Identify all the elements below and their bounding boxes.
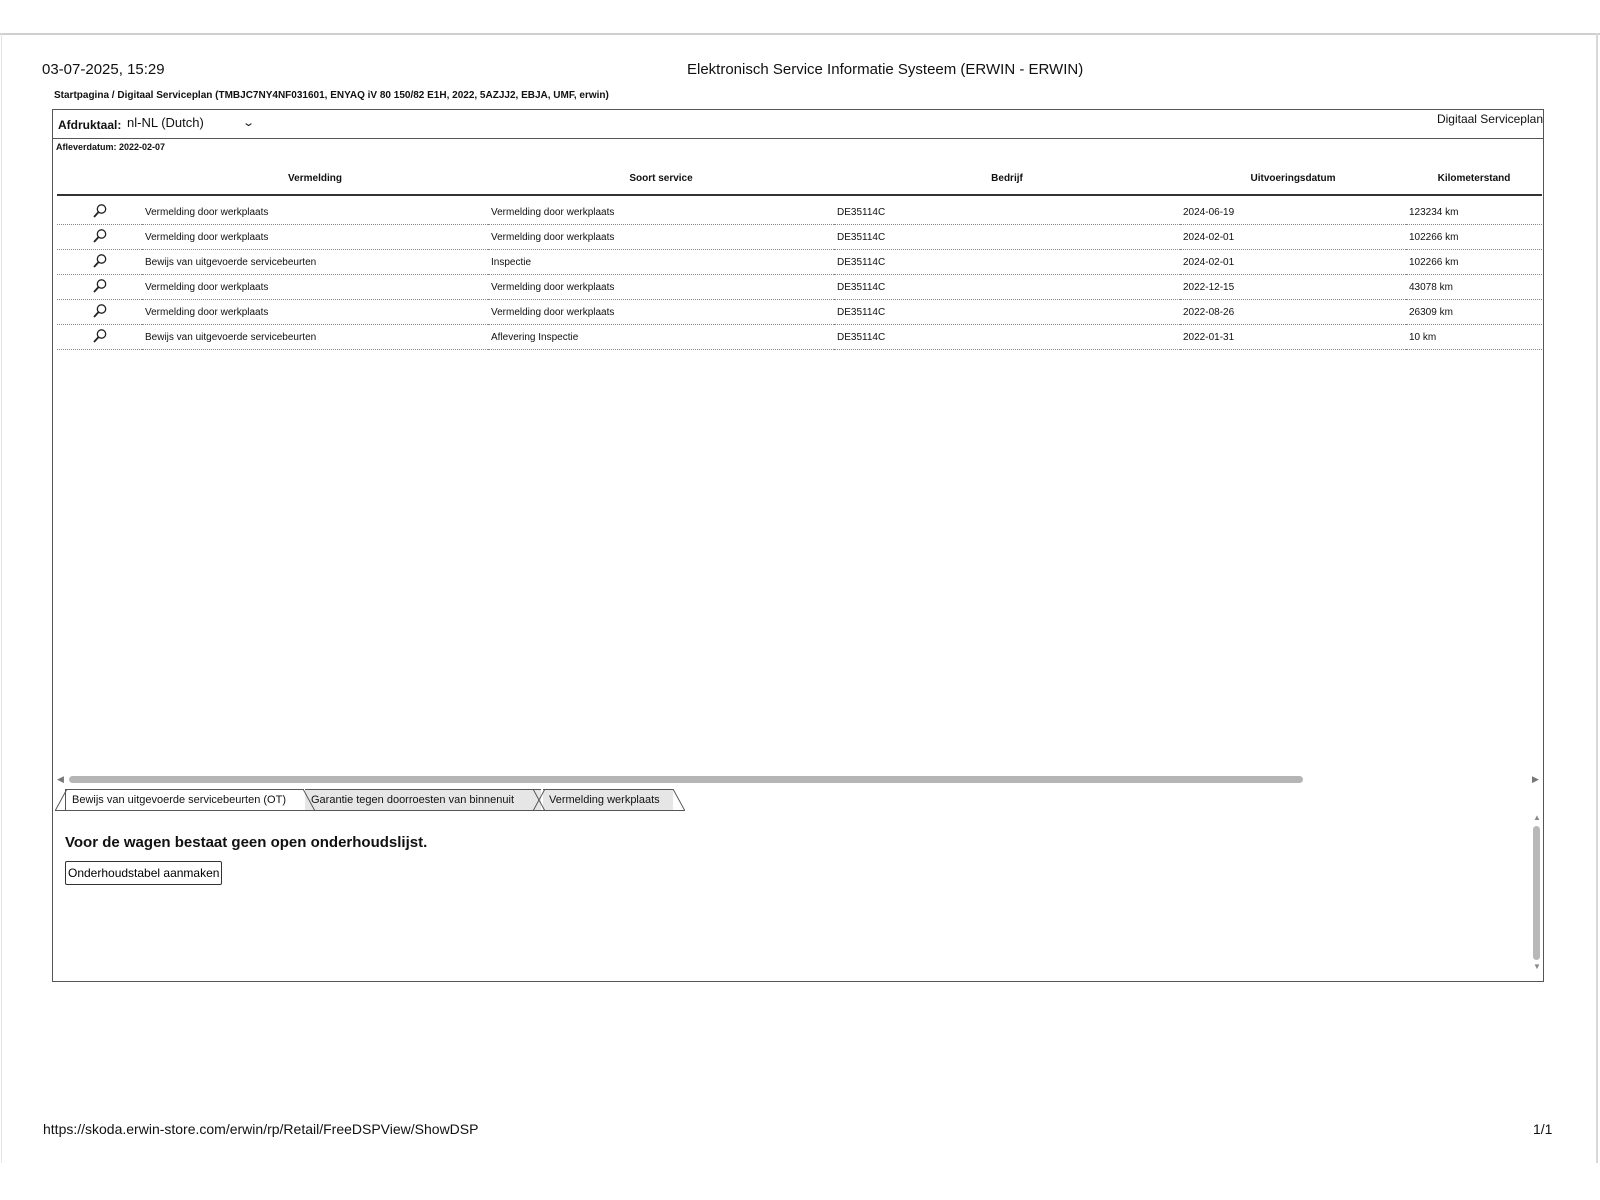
column-header-vermelding[interactable]: Vermelding [142, 162, 488, 195]
delivery-date: Afleverdatum: 2022-02-07 [56, 142, 166, 152]
magnifier-icon[interactable] [92, 253, 108, 269]
row-detail-cell[interactable] [57, 325, 142, 350]
magnifier-icon[interactable] [92, 228, 108, 244]
cell-soort-service: Vermelding door werkplaats [488, 275, 834, 300]
tab-workshop-entry[interactable] [543, 789, 673, 811]
row-detail-cell[interactable] [57, 250, 142, 275]
language-label: Afdruktaal: [58, 118, 122, 132]
magnifier-icon[interactable] [92, 303, 108, 319]
cell-soort-service: Inspectie [488, 250, 834, 275]
language-select-value: nl-NL (Dutch) [127, 115, 204, 130]
cell-kilometerstand: 123234 km [1406, 195, 1542, 225]
cell-vermelding: Vermelding door werkplaats [142, 275, 488, 300]
row-detail-cell[interactable] [57, 225, 142, 250]
chevron-down-icon: ⌄ [241, 117, 255, 129]
tab-baseline [55, 810, 685, 811]
tab-edge [533, 789, 545, 811]
tab-corrosion-warranty[interactable] [305, 789, 541, 811]
service-records-table [57, 162, 1542, 350]
scroll-right-arrow[interactable]: ▶ [1532, 774, 1539, 784]
table-row[interactable] [57, 300, 1542, 325]
cell-vermelding: Vermelding door werkplaats [142, 225, 488, 250]
tab-edge [303, 789, 315, 811]
table-row[interactable] [57, 225, 1542, 250]
cell-bedrijf: DE35114C [834, 225, 1180, 250]
print-title: Elektronisch Service Informatie Systeem (ERWIN - ERWIN) [687, 61, 1084, 78]
vertical-scrollbar[interactable] [1533, 826, 1540, 960]
row-detail-cell[interactable] [57, 195, 142, 225]
cell-bedrijf: DE35114C [834, 325, 1180, 350]
tab-edge [55, 789, 67, 811]
cell-soort-service: Aflevering Inspectie [488, 325, 834, 350]
frame-header [53, 110, 1543, 139]
table-row[interactable] [57, 250, 1542, 275]
cell-uitvoeringsdatum: 2022-12-15 [1180, 275, 1406, 300]
horizontal-scrollbar[interactable] [69, 776, 1303, 783]
no-maintenance-list-message: Voor de wagen bestaat geen open onderhoudslijst. [65, 834, 428, 851]
tab-label: Bewijs van uitgevoerde servicebeurten (OT) [72, 794, 286, 806]
table-header-row [57, 162, 1542, 195]
tab-edge [673, 789, 685, 811]
service-plan-frame [52, 109, 1544, 982]
scan-edge-top [0, 33, 1600, 35]
tab-proof-of-service[interactable] [65, 789, 304, 811]
cell-uitvoeringsdatum: 2024-02-01 [1180, 250, 1406, 275]
cell-uitvoeringsdatum: 2022-01-31 [1180, 325, 1406, 350]
frame-title: Digitaal Serviceplan [1436, 112, 1543, 126]
column-header-kilometerstand[interactable]: Kilometerstand [1406, 162, 1542, 195]
scan-edge-left [1, 33, 2, 1163]
language-select[interactable] [127, 115, 253, 130]
cell-vermelding: Vermelding door werkplaats [142, 300, 488, 325]
cell-vermelding: Vermelding door werkplaats [142, 195, 488, 225]
cell-bedrijf: DE35114C [834, 250, 1180, 275]
cell-bedrijf: DE35114C [834, 300, 1180, 325]
tab-label: Vermelding werkplaats [549, 794, 660, 806]
scroll-up-arrow[interactable]: ▲ [1533, 813, 1541, 822]
row-detail-cell[interactable] [57, 300, 142, 325]
cell-vermelding: Bewijs van uitgevoerde servicebeurten [142, 250, 488, 275]
cell-uitvoeringsdatum: 2024-02-01 [1180, 225, 1406, 250]
magnifier-icon[interactable] [92, 203, 108, 219]
cell-uitvoeringsdatum: 2024-06-19 [1180, 195, 1406, 225]
magnifier-icon[interactable] [92, 278, 108, 294]
scroll-left-arrow[interactable]: ◀ [57, 774, 64, 784]
cell-soort-service: Vermelding door werkplaats [488, 195, 834, 225]
column-header-soort-service[interactable]: Soort service [488, 162, 834, 195]
tab-label: Garantie tegen doorroesten van binnenuit [311, 794, 515, 806]
cell-kilometerstand: 102266 km [1406, 225, 1542, 250]
cell-kilometerstand: 26309 km [1406, 300, 1542, 325]
scroll-down-arrow[interactable]: ▼ [1533, 962, 1541, 971]
cell-kilometerstand: 43078 km [1406, 275, 1542, 300]
cell-bedrijf: DE35114C [834, 195, 1180, 225]
cell-kilometerstand: 102266 km [1406, 250, 1542, 275]
print-datetime: 03-07-2025, 15:29 [42, 61, 165, 78]
table-row[interactable] [57, 195, 1542, 225]
footer-url: https://skoda.erwin-store.com/erwin/rp/Retail/FreeDSPView/ShowDSP [43, 1121, 479, 1137]
table-row[interactable] [57, 325, 1542, 350]
scan-edge-right [1596, 33, 1598, 1163]
cell-kilometerstand: 10 km [1406, 325, 1542, 350]
cell-vermelding: Bewijs van uitgevoerde servicebeurten [142, 325, 488, 350]
create-maintenance-table-button[interactable]: Onderhoudstabel aanmaken [65, 861, 222, 885]
cell-soort-service: Vermelding door werkplaats [488, 225, 834, 250]
magnifier-icon[interactable] [92, 328, 108, 344]
cell-bedrijf: DE35114C [834, 275, 1180, 300]
breadcrumb[interactable]: Startpagina / Digitaal Serviceplan (TMBJC7NY4NF031601, ENYAQ iV 80 150/82 E1H, 2022, 5AZJJ2, EBJA, UMF, erwin) [54, 90, 609, 101]
cell-soort-service: Vermelding door werkplaats [488, 300, 834, 325]
column-header-icon [57, 162, 142, 195]
cell-uitvoeringsdatum: 2022-08-26 [1180, 300, 1406, 325]
column-header-uitvoeringsdatum[interactable]: Uitvoeringsdatum [1180, 162, 1406, 195]
row-detail-cell[interactable] [57, 275, 142, 300]
column-header-bedrijf[interactable]: Bedrijf [834, 162, 1180, 195]
table-row[interactable] [57, 275, 1542, 300]
footer-page-number: 1/1 [1533, 1121, 1553, 1137]
